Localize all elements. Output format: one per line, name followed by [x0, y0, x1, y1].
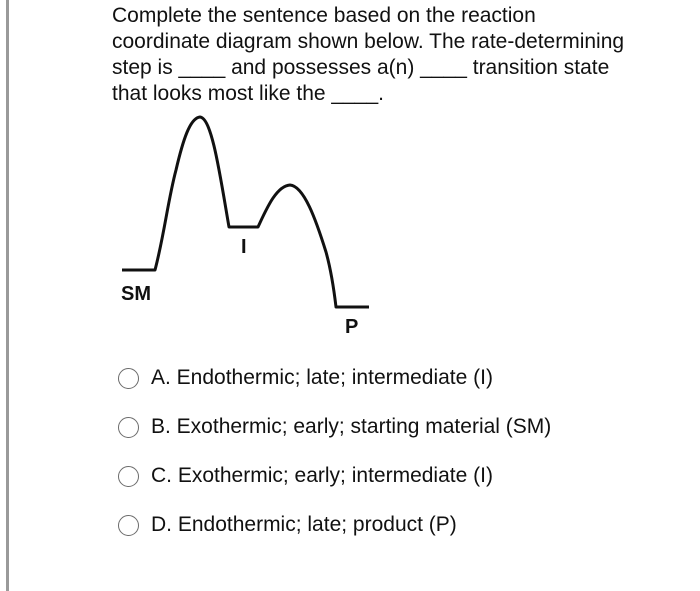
option-label: A. Endothermic; late; intermediate (I): [151, 366, 493, 389]
radio-button[interactable]: [118, 417, 139, 438]
label-sm: SM: [121, 283, 151, 305]
option-label: D. Endothermic; late; product (P): [151, 513, 457, 536]
question-line: that looks most like the ____.: [112, 82, 384, 105]
option-d[interactable]: [118, 508, 457, 542]
question-line: Complete the sentence based on the reaction: [112, 4, 536, 27]
question-line: step is ____ and possesses a(n) ____ transition state: [112, 56, 610, 79]
option-label: B. Exothermic; early; starting material (SM): [151, 415, 552, 438]
option-a[interactable]: [118, 361, 493, 395]
label-p: P: [345, 316, 359, 338]
option-label: C. Exothermic; early; intermediate (I): [151, 464, 493, 487]
question-line: coordinate diagram shown below. The rate-determining: [112, 30, 625, 53]
energy-curve: [122, 117, 369, 307]
radio-button[interactable]: [118, 368, 139, 389]
label-i: I: [241, 236, 247, 258]
option-c[interactable]: [118, 459, 493, 493]
radio-button[interactable]: [118, 515, 139, 536]
option-b[interactable]: [118, 410, 551, 444]
radio-button[interactable]: [118, 466, 139, 487]
